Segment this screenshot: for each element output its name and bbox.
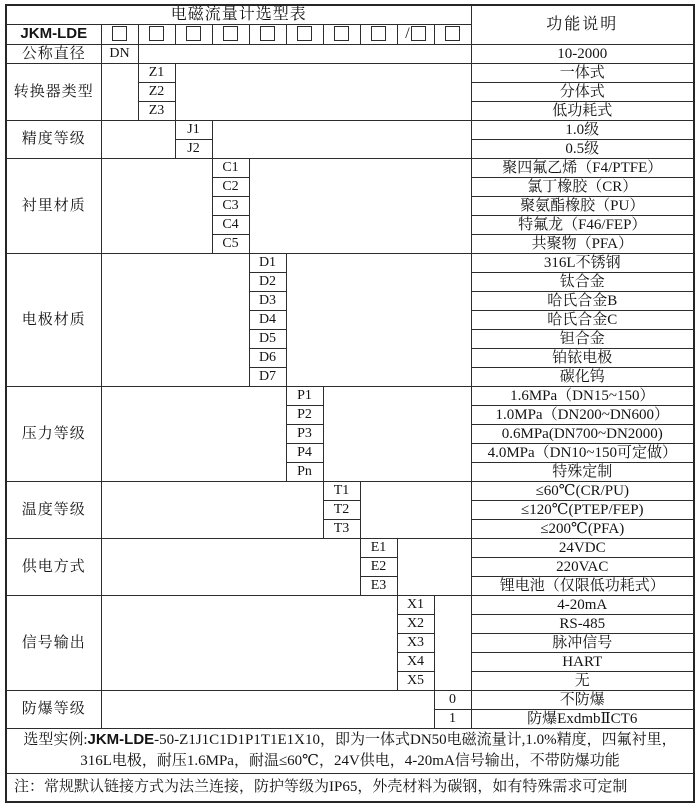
option-code: X5 bbox=[397, 671, 434, 690]
option-description: ≤120℃(PTEP/FEP) bbox=[471, 500, 694, 519]
option-description: 锂电池（仅限低功耗式） bbox=[471, 576, 694, 595]
table-row bbox=[6, 773, 694, 802]
option-code: 1 bbox=[434, 709, 471, 728]
option-code: Z2 bbox=[138, 82, 175, 101]
section-label: 转换器类型 bbox=[6, 63, 101, 120]
model-checkbox-slot[interactable] bbox=[286, 25, 323, 45]
section-label: 温度等级 bbox=[6, 481, 101, 538]
model-checkbox-slot[interactable] bbox=[175, 25, 212, 45]
option-code: T1 bbox=[323, 481, 360, 500]
option-code: E2 bbox=[360, 557, 397, 576]
selection-table bbox=[5, 4, 695, 803]
empty-cell bbox=[360, 481, 471, 538]
example-cell bbox=[6, 728, 694, 773]
option-description: 钛合金 bbox=[471, 272, 694, 291]
note-cell: 注：常规默认链接方式为法兰连接，防护等级为IP65，外壳材料为碳钢，如有特殊需求可定制 bbox=[6, 773, 694, 802]
example-prefix: 选型实例: bbox=[23, 732, 88, 749]
option-code: Z1 bbox=[138, 63, 175, 82]
option-code: C1 bbox=[212, 158, 249, 177]
option-code: C4 bbox=[212, 215, 249, 234]
model-checkbox-slot[interactable] bbox=[323, 25, 360, 45]
option-code: X4 bbox=[397, 652, 434, 671]
option-description: 钽合金 bbox=[471, 329, 694, 348]
table-row bbox=[6, 253, 694, 272]
section-label: 精度等级 bbox=[6, 120, 101, 158]
table-row bbox=[6, 538, 694, 557]
table-row bbox=[6, 728, 694, 773]
table-row bbox=[6, 63, 694, 82]
empty-cell bbox=[323, 386, 471, 481]
table-row bbox=[6, 481, 694, 500]
option-description: 分体式 bbox=[471, 82, 694, 101]
table-row bbox=[6, 386, 694, 405]
model-prefix: JKM-LDE bbox=[6, 25, 101, 45]
empty-cell bbox=[434, 595, 471, 690]
option-code: D6 bbox=[249, 348, 286, 367]
option-description: 不防爆 bbox=[471, 690, 694, 709]
option-code: P1 bbox=[286, 386, 323, 405]
option-description: 0.5级 bbox=[471, 139, 694, 158]
option-description: 脉冲信号 bbox=[471, 633, 694, 652]
table-row bbox=[6, 595, 694, 614]
option-code: C5 bbox=[212, 234, 249, 253]
option-code: DN bbox=[101, 44, 138, 63]
option-description: 316L不锈钢 bbox=[471, 253, 694, 272]
option-code: X3 bbox=[397, 633, 434, 652]
option-code: D7 bbox=[249, 367, 286, 386]
option-description: 4.0MPa（DN10~150可定做） bbox=[471, 443, 694, 462]
table-row bbox=[6, 690, 694, 709]
option-code: C2 bbox=[212, 177, 249, 196]
model-checkbox-slot[interactable] bbox=[434, 25, 471, 45]
table-row bbox=[6, 158, 694, 177]
empty-cell bbox=[101, 63, 138, 120]
model-checkbox-slot[interactable] bbox=[397, 25, 434, 45]
option-code: P4 bbox=[286, 443, 323, 462]
option-code: Z3 bbox=[138, 101, 175, 120]
option-description: 碳化钨 bbox=[471, 367, 694, 386]
section-label: 压力等级 bbox=[6, 386, 101, 481]
empty-cell bbox=[138, 44, 471, 63]
option-description: 聚氨酯橡胶（PU） bbox=[471, 196, 694, 215]
section-label: 公称直径 bbox=[6, 44, 101, 63]
option-code: J1 bbox=[175, 120, 212, 139]
option-description: 0.6MPa(DN700~DN2000) bbox=[471, 424, 694, 443]
section-label: 供电方式 bbox=[6, 538, 101, 595]
empty-cell bbox=[101, 120, 175, 158]
example-model-name: JKM-LDE bbox=[87, 731, 155, 749]
option-description: ≤60℃(CR/PU) bbox=[471, 481, 694, 500]
section-label: 衬里材质 bbox=[6, 158, 101, 253]
option-description: 特殊定制 bbox=[471, 462, 694, 481]
option-description: 聚四氟乙烯（F4/PTFE） bbox=[471, 158, 694, 177]
empty-cell bbox=[101, 253, 249, 386]
option-code: D1 bbox=[249, 253, 286, 272]
option-code: P3 bbox=[286, 424, 323, 443]
option-description: 一体式 bbox=[471, 63, 694, 82]
option-description: 1.0MPa（DN200~DN600） bbox=[471, 405, 694, 424]
empty-cell bbox=[101, 158, 212, 253]
empty-cell bbox=[397, 538, 471, 595]
option-code: X1 bbox=[397, 595, 434, 614]
model-checkbox-slot[interactable] bbox=[138, 25, 175, 45]
option-description: 铂铱电极 bbox=[471, 348, 694, 367]
empty-cell bbox=[286, 253, 471, 386]
option-description: RS-485 bbox=[471, 614, 694, 633]
option-description: 特氟龙（F46/FEP） bbox=[471, 215, 694, 234]
option-code: Pn bbox=[286, 462, 323, 481]
checkbox-icon bbox=[112, 26, 127, 41]
section-label: 信号输出 bbox=[6, 595, 101, 690]
option-code: 0 bbox=[434, 690, 471, 709]
checkbox-icon bbox=[334, 26, 349, 41]
example-line-2: 316L电极，耐压1.6MPa，耐温≤60℃，24V供电，4-20mA信号输出，不带防爆功能 bbox=[80, 753, 620, 770]
table-row bbox=[6, 120, 694, 139]
table-row bbox=[6, 44, 694, 63]
option-code: D2 bbox=[249, 272, 286, 291]
model-checkbox-slot[interactable] bbox=[212, 25, 249, 45]
option-description: 共聚物（PFA） bbox=[471, 234, 694, 253]
empty-cell bbox=[101, 690, 434, 728]
empty-cell bbox=[101, 481, 323, 538]
option-description: ≤200℃(PFA) bbox=[471, 519, 694, 538]
checkbox-icon bbox=[149, 26, 164, 41]
example-code-text: -50-Z1J1C1D1P1T1E1X10，即为一体式DN50电磁流量计,1.0%精度，四氟衬里， bbox=[154, 732, 677, 749]
option-code: X2 bbox=[397, 614, 434, 633]
section-label: 防爆等级 bbox=[6, 690, 101, 728]
checkbox-icon bbox=[186, 26, 201, 41]
option-code: D4 bbox=[249, 310, 286, 329]
checkbox-icon bbox=[223, 26, 238, 41]
empty-cell bbox=[101, 595, 397, 690]
option-description: 低功耗式 bbox=[471, 101, 694, 120]
option-code: E1 bbox=[360, 538, 397, 557]
option-description: 1.0级 bbox=[471, 120, 694, 139]
slash-separator: / bbox=[405, 24, 410, 42]
option-description: 无 bbox=[471, 671, 694, 690]
section-label: 电极材质 bbox=[6, 253, 101, 386]
option-description: 4-20mA bbox=[471, 595, 694, 614]
option-code: T2 bbox=[323, 500, 360, 519]
function-header: 功能说明 bbox=[471, 5, 694, 44]
model-checkbox-slot[interactable] bbox=[249, 25, 286, 45]
example-line-1 bbox=[7, 729, 693, 751]
option-code: P2 bbox=[286, 405, 323, 424]
empty-cell bbox=[212, 120, 471, 158]
option-description: 哈氏合金B bbox=[471, 291, 694, 310]
option-code: D3 bbox=[249, 291, 286, 310]
checkbox-icon bbox=[297, 26, 312, 41]
option-code: D5 bbox=[249, 329, 286, 348]
empty-cell bbox=[175, 63, 471, 120]
option-code: J2 bbox=[175, 139, 212, 158]
option-description: 氯丁橡胶（CR） bbox=[471, 177, 694, 196]
checkbox-icon bbox=[371, 26, 386, 41]
table-title: 电磁流量计选型表 bbox=[6, 5, 471, 25]
empty-cell bbox=[249, 158, 471, 253]
model-checkbox-slot[interactable] bbox=[101, 25, 138, 45]
option-code: T3 bbox=[323, 519, 360, 538]
empty-cell bbox=[101, 386, 286, 481]
checkbox-icon bbox=[260, 26, 275, 41]
option-code: E3 bbox=[360, 576, 397, 595]
option-description: 220VAC bbox=[471, 557, 694, 576]
model-checkbox-slot[interactable] bbox=[360, 25, 397, 45]
option-description: 24VDC bbox=[471, 538, 694, 557]
option-description: 哈氏合金C bbox=[471, 310, 694, 329]
option-code: C3 bbox=[212, 196, 249, 215]
option-description: 10-2000 bbox=[471, 44, 694, 63]
option-description: 1.6MPa（DN15~150） bbox=[471, 386, 694, 405]
checkbox-icon bbox=[411, 26, 426, 41]
option-description: 防爆ExdmbⅡCT6 bbox=[471, 709, 694, 728]
empty-cell bbox=[101, 538, 360, 595]
checkbox-icon bbox=[445, 26, 460, 41]
table-row bbox=[6, 5, 694, 25]
option-description: HART bbox=[471, 652, 694, 671]
